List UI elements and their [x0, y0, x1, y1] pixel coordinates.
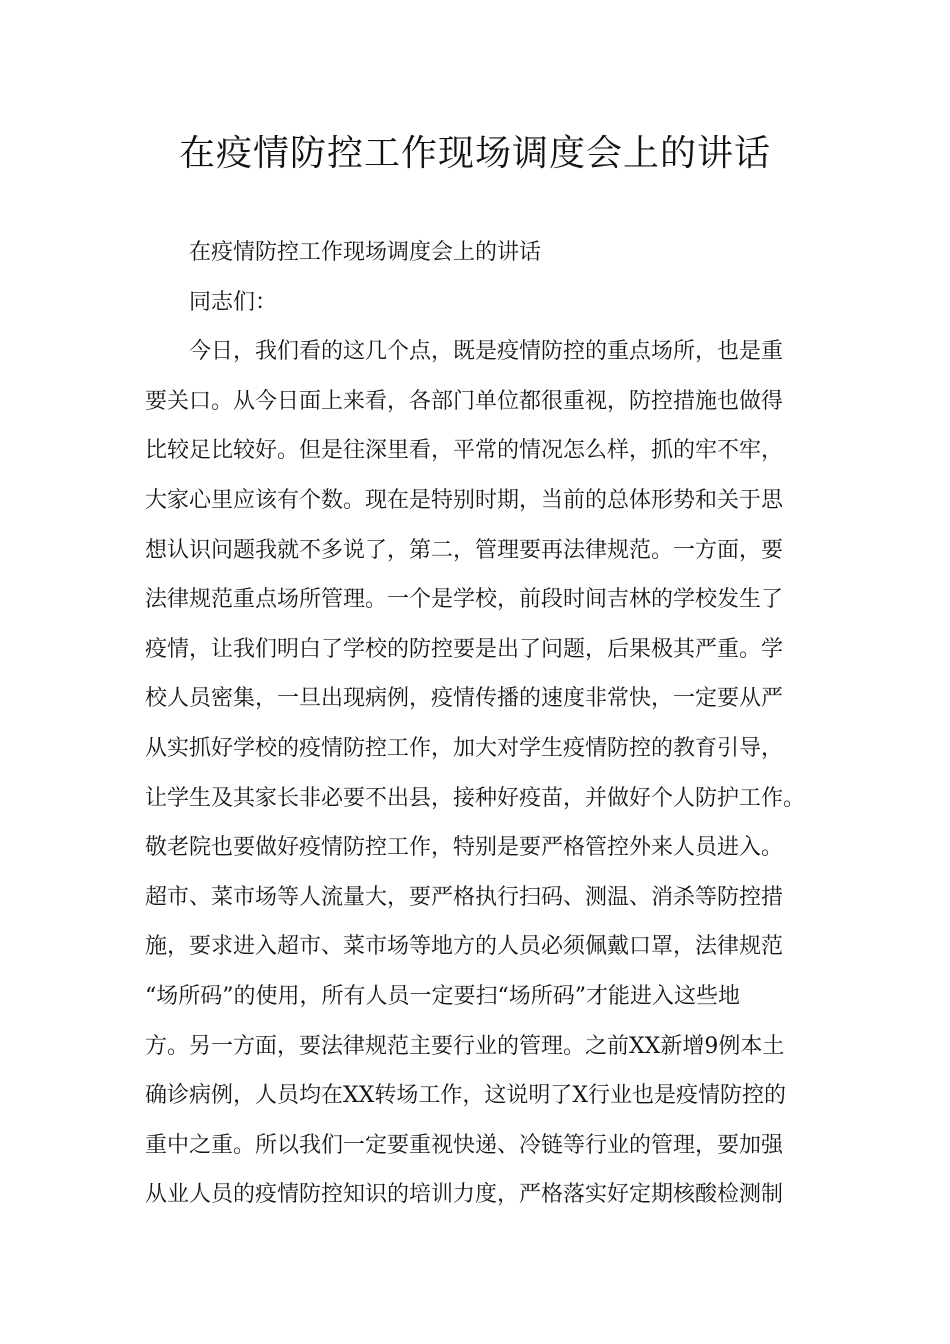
- paragraph-line: 要关口。从今日面上来看，各部门单位都很重视，防控措施也做得: [145, 388, 784, 414]
- paragraph-line: 重中之重。所以我们一定要重视快递、冷链等行业的管理，要加强: [145, 1132, 784, 1158]
- paragraph-line: 确诊病例，人员均在XX转场工作，这说明了X行业也是疫情防控的: [145, 1083, 786, 1109]
- paragraph-line: 让学生及其家长非必要不出县，接种好疫苗，并做好个人防护工作。: [145, 785, 806, 811]
- document-body: [145, 228, 825, 1220]
- paragraph-line: 敬老院也要做好疫情防控工作，特别是要严格管控外来人员进入。: [145, 835, 784, 861]
- paragraph-line: 想认识问题我就不多说了，第二，管理要再法律规范。一方面，要: [145, 537, 784, 563]
- paragraph-line: “场所码”的使用，所有人员一定要扫“场所码”才能进入这些地: [145, 983, 740, 1009]
- document-title: 在疫情防控工作现场调度会上的讲话: [178, 133, 771, 174]
- paragraph-line: 校人员密集，一旦出现病例，疫情传播的速度非常快，一定要从严: [145, 686, 784, 712]
- paragraph-line: 从实抓好学校的疫情防控工作，加大对学生疫情防控的教育引导，: [145, 735, 784, 761]
- paragraph-line: 大家心里应该有个数。现在是特别时期，当前的总体形势和关于思: [145, 487, 784, 513]
- paragraph-line: 疫情，让我们明白了学校的防控要是出了问题，后果极其严重。学: [145, 636, 784, 662]
- salutation-line: 同志们：: [189, 289, 278, 315]
- paragraph-line: 施，要求进入超市、菜市场等地方的人员必须佩戴口罩，法律规范: [145, 934, 784, 960]
- paragraph-line: 今日，我们看的这几个点，既是疫情防控的重点场所，也是重: [189, 339, 784, 365]
- subtitle-line: 在疫情防控工作现场调度会上的讲话: [189, 240, 542, 265]
- paragraph-line: 比较足比较好。但是往深里看，平常的情况怎么样，抓的牢不牢，: [145, 438, 784, 464]
- paragraph-line: 方。另一方面，要法律规范主要行业的管理。之前XX新增9例本土: [145, 1033, 785, 1059]
- paragraph-line: 法律规范重点场所管理。一个是学校，前段时间吉林的学校发生了: [145, 587, 784, 613]
- paragraph-line: 超市、菜市场等人流量大，要严格执行扫码、测温、消杀等防控措: [145, 884, 784, 910]
- paragraph-line: 从业人员的疫情防控知识的培训力度，严格落实好定期核酸检测制: [145, 1182, 784, 1208]
